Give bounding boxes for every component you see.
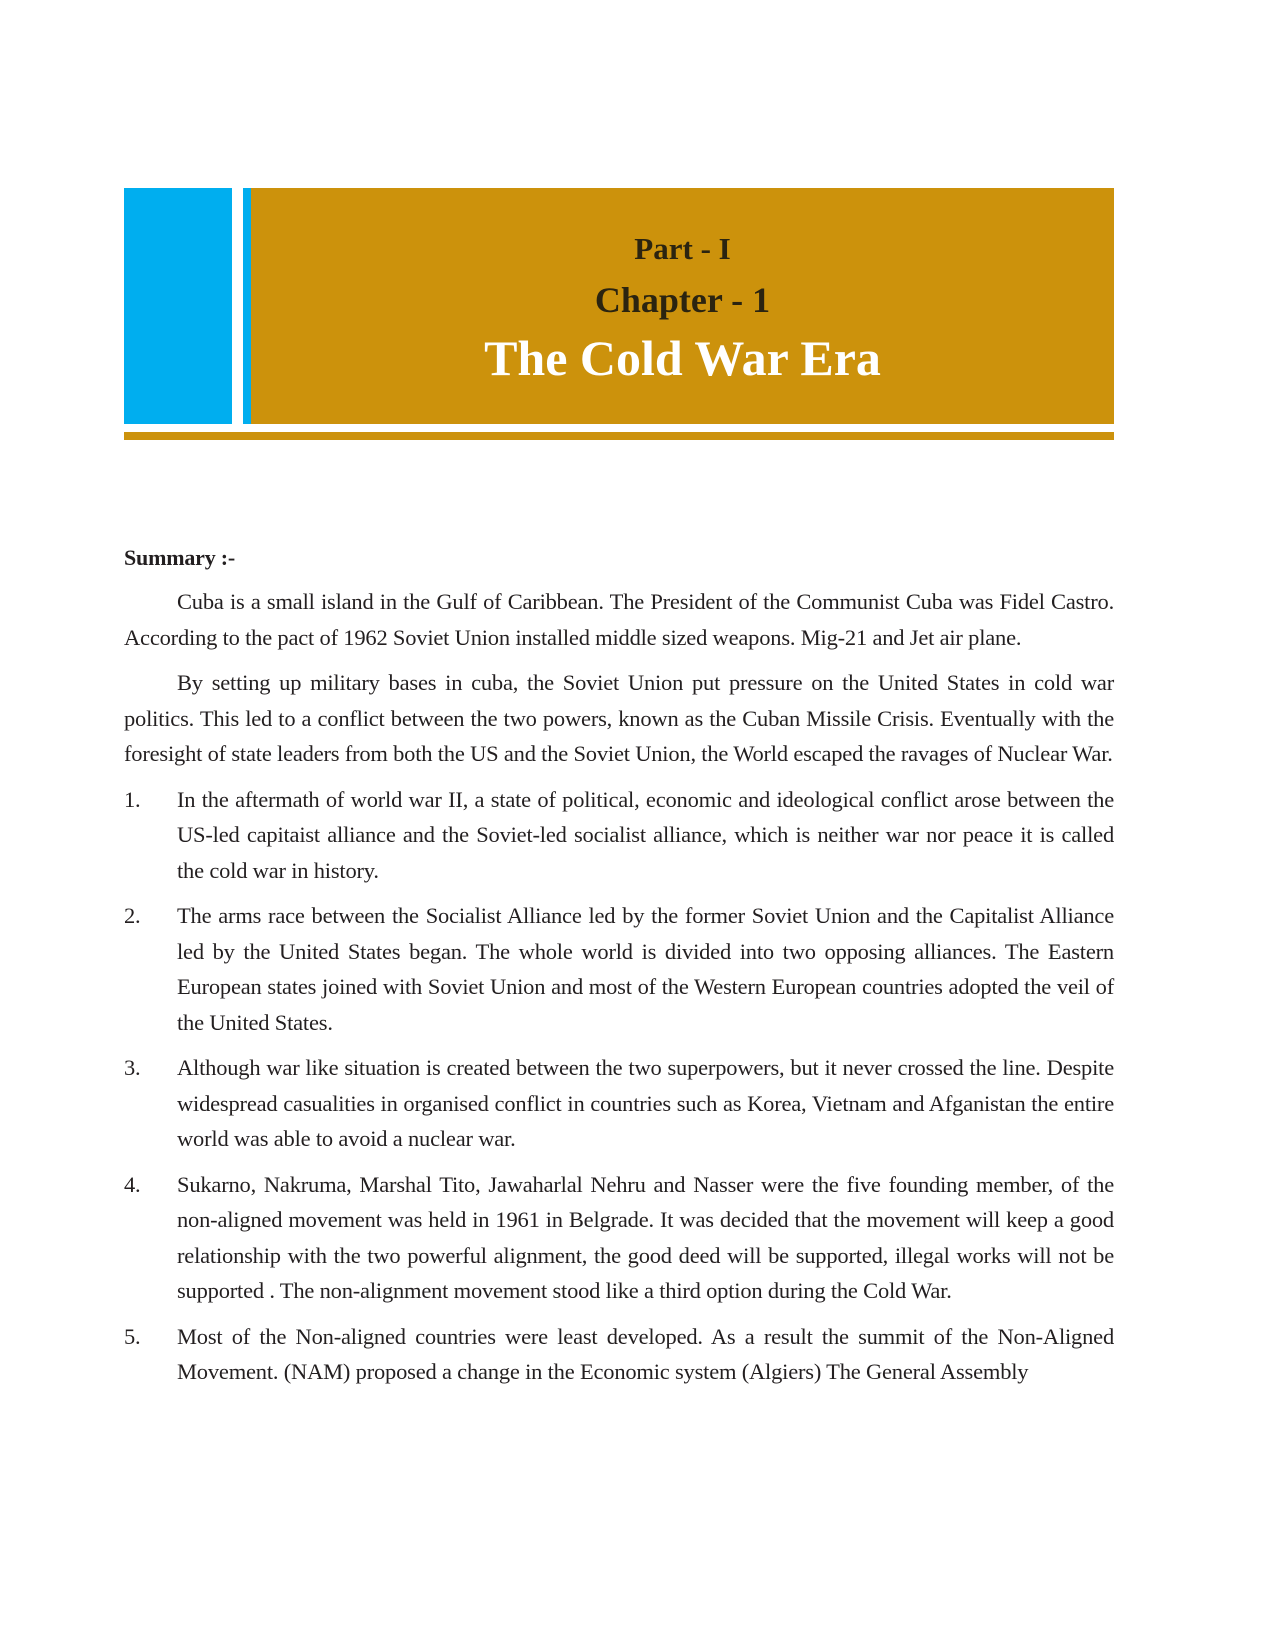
chapter-label: Chapter - 1 [594, 280, 771, 320]
chapter-banner [124, 188, 1114, 440]
gold-underline [124, 432, 1114, 440]
summary-point [124, 1050, 1114, 1157]
summary-point [124, 898, 1114, 1040]
summary-section [124, 540, 1114, 1400]
blue-accent-block [124, 188, 232, 424]
chapter-title: The Cold War Era [484, 330, 881, 386]
point-number: 2. [124, 903, 141, 928]
blue-accent-strip [243, 188, 251, 424]
summary-point [124, 1319, 1114, 1390]
summary-paragraph: Cuba is a small island in the Gulf of Caribbean. The President of the Communist Cuba was Fidel Castro. According to the pact of 1962 Soviet Union installed middle sized weapons. Mig-21 and Jet air plane. [124, 589, 1114, 650]
point-number: 5. [124, 1323, 141, 1349]
point-text: Although war like situation is created between the two superpowers, but it never crossed the line. Despite widespread casualities in organised conflict in countries such as Korea, Vietnam and Afganistan the entire world was able to avoid a nuclear war. [177, 1055, 1114, 1151]
summary-heading: Summary :- [124, 545, 236, 570]
part-label: Part - I [634, 231, 731, 266]
chapter-title-panel [251, 188, 1114, 424]
point-text: The arms race between the Socialist Alliance led by the former Soviet Union and the Capitalist Alliance led by the United States began. The whole world is divided into two opposing alliances. The Eastern European states joined with Soviet Union and most of the Western European countries adopted the veil of the United States. [177, 903, 1114, 1035]
point-text: In the aftermath of world war II, a state of political, economic and ideological conflict arose between the US-led capitaist alliance and the Soviet-led socialist alliance, which is neither war nor peace it is called the cold war in history. [177, 786, 1114, 883]
summary-point [124, 1167, 1114, 1309]
point-text: Sukarno, Nakruma, Marshal Tito, Jawaharlal Nehru and Nasser were the five founding member, of the non-aligned movement was held in 1961 in Belgrade. It was decided that the movement will keep a good relationship with the two powerful alignment, the good deed will be supported, illegal works will not be supported . The non-alignment movement stood like a third option during the Cold War. [177, 1171, 1114, 1303]
summary-point-list [124, 782, 1114, 1390]
point-number: 4. [124, 1171, 141, 1197]
summary-paragraph: By setting up military bases in cuba, the Soviet Union put pressure on the United States in cold war politics. This led to a conflict between the two powers, known as the Cuban Missile Crisis. Eventually with the foresight of state leaders from both the US and the Soviet Union, the World escaped the ravages of Nuclear War. [124, 670, 1114, 766]
point-number: 1. [124, 786, 141, 812]
point-number: 3. [124, 1055, 141, 1080]
summary-point [124, 782, 1114, 889]
point-text: Most of the Non-aligned countries were least developed. As a result the summit of the Non-Aligned Movement. (NAM) proposed a change in the Economic system (Algiers) The General Assembly [177, 1323, 1114, 1384]
